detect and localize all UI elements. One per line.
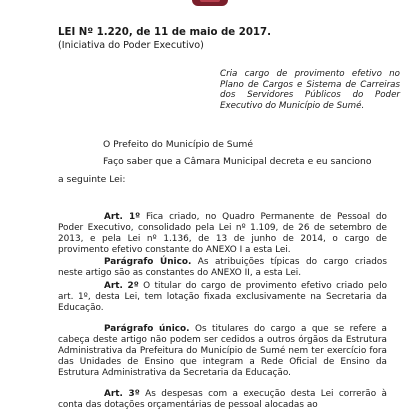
article-3 (58, 389, 387, 411)
article-1-paragraph-label: Parágrafo Único. (104, 257, 192, 267)
preamble-line-2: Faço saber que a Câmara Municipal decreta e eu sanciono (103, 156, 372, 167)
article-3-label: Art. 3º (104, 389, 140, 399)
article-1-label: Art. 1º (104, 212, 141, 222)
article-2-paragraph-label: Parágrafo único. (104, 324, 190, 334)
law-initiative: (Iniciativa do Poder Executivo) (58, 40, 204, 51)
article-2-text: O titular do cargo de provimento efetivo criado pelo art. 1º, desta Lei, tem lotação fixada exclusivamente na Secretaria da Educação. (58, 281, 387, 313)
article-2-label: Art. 2º (104, 281, 139, 291)
law-ementa: Cria cargo de provimento efetivo no Plano de Cargos e Sistema de Carreiras dos Servidores Públicos do Poder Executivo do Município de Sumé. (220, 69, 400, 111)
preamble-line-3: a seguinte Lei: (58, 174, 126, 185)
article-1-paragraph-text: As atribuições típicas do cargo criados neste artigo são as constantes do ANEXO II, a esta Lei. (58, 257, 387, 278)
article-1 (58, 212, 387, 256)
article-2-paragraph (58, 324, 387, 379)
article-1-text: Fica criado, no Quadro Permanente de Pessoal do Poder Executivo, consolidado pela Lei nº 1.109, de 26 de setembro de 2013, e pela Lei nº 1.136, de 13 de junho de 2014, o cargo de provimento efetivo constante do ANEXO I a esta Lei. (58, 212, 387, 255)
law-title: LEI Nº 1.220, de 11 de maio de 2017. (58, 27, 271, 38)
article-1-paragraph (58, 257, 387, 279)
article-2 (58, 281, 387, 314)
municipal-seal-logo (192, 0, 228, 6)
preamble-line-1: O Prefeito do Município de Sumé (103, 139, 254, 150)
article-3-text: As despesas com a execução desta Lei correrão à conta das dotações orçamentárias de pessoal alocadas ao (58, 389, 387, 410)
article-2-paragraph-text: Os titulares do cargo a que se refere a cabeça deste artigo não podem ser cedidos a outros órgãos da Estrutura Administrativa da Prefeitura do Município de Sumé nem ter exercício fora das Unidades de Ensino que integram a Rede Oficial de Ensino da Estrutura Administrativa da Secretaria da Educação. (58, 324, 387, 378)
